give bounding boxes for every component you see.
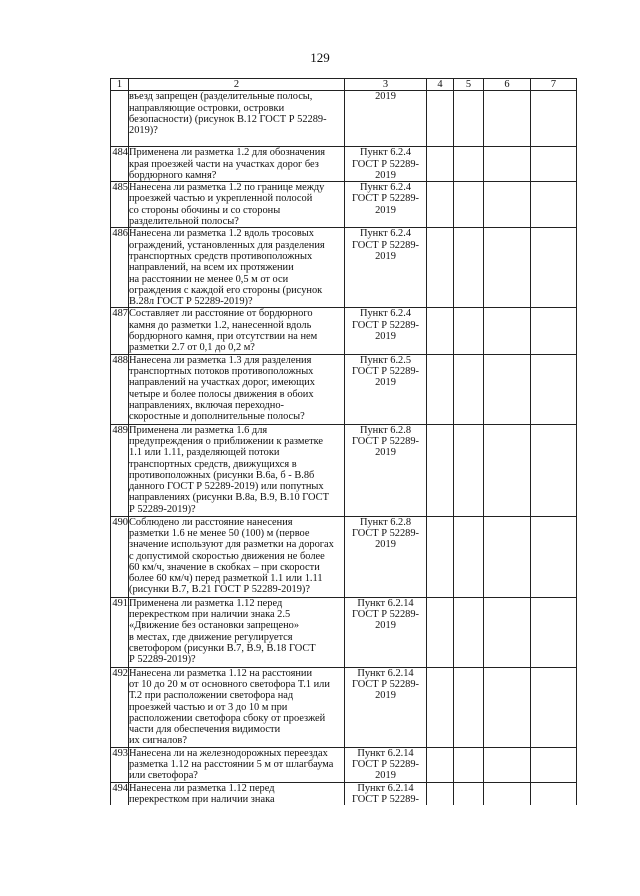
question-line: или светофора?: [129, 770, 198, 782]
row-number: 489: [111, 424, 129, 516]
empty-cell: [531, 597, 577, 667]
reference-cell: [345, 91, 427, 147]
question-cell: [129, 747, 345, 782]
question-line: Составляет ли расстояние от бордюрного: [129, 308, 313, 320]
question-line: направлениях, включая переходно-: [129, 399, 285, 411]
empty-cell: [484, 516, 531, 597]
question-line: от 10 до 20 м от основного светофора Т.1 или: [129, 678, 330, 690]
question-line: проезжей частью и укрепленной полосой: [129, 193, 313, 205]
row-number: 486: [111, 228, 129, 308]
question-line: транспортных средств противоположных: [129, 250, 313, 262]
table-row: [111, 308, 577, 354]
table-row: [111, 147, 577, 182]
empty-cell: [484, 424, 531, 516]
reference-line: ГОСТ Р 52289-: [351, 759, 420, 771]
empty-cell: [454, 424, 484, 516]
question-line: (рисунки В.7, В.21 ГОСТ Р 52289-2019)?: [129, 584, 311, 596]
empty-cell: [531, 308, 577, 354]
reference-line: 2019: [375, 169, 396, 181]
empty-cell: [484, 91, 531, 147]
empty-cell: [484, 308, 531, 354]
empty-cell: [484, 597, 531, 667]
question-line: Нанесена ли разметка 1.2 вдоль тросовых: [129, 228, 314, 240]
reference-line: 2019: [375, 91, 396, 103]
row-number: 491: [111, 597, 129, 667]
reference-line: Пункт 6.2.14: [357, 782, 414, 794]
reference-line: ГОСТ Р 52289-: [351, 193, 420, 205]
row-number: 485: [111, 182, 129, 228]
table-row: [111, 782, 577, 805]
column-header: 2: [129, 79, 345, 91]
question-line: более 60 км/ч) перед разметкой 1.1 или 1.11: [129, 573, 323, 585]
reference-line: ГОСТ Р 52289-: [351, 435, 420, 447]
row-number: 493: [111, 747, 129, 782]
empty-cell: [484, 747, 531, 782]
empty-cell: [454, 747, 484, 782]
question-line: разделительной полосы?: [129, 216, 239, 228]
question-line: на расстоянии не менее 0,5 м от оси: [129, 273, 289, 285]
reference-line: 2019: [375, 447, 396, 459]
question-line: транспортных средств, движущихся в: [129, 458, 297, 470]
question-line: перекрестком при наличии знака: [129, 794, 275, 806]
question-line: скоростные и дополнительные полосы?: [129, 411, 305, 423]
empty-cell: [454, 91, 484, 147]
question-line: бордюрного камня?: [129, 169, 217, 181]
reference-cell: [345, 228, 427, 308]
table-row: [111, 91, 577, 147]
table-row: [111, 597, 577, 667]
reference-line: Пункт 6.2.8: [359, 516, 412, 528]
question-line: расположении светофора сбоку от проезжей: [129, 712, 326, 724]
empty-cell: [531, 91, 577, 147]
row-number: 487: [111, 308, 129, 354]
reference-line: Пункт 6.2.4: [359, 228, 412, 240]
reference-line: ГОСТ Р 52289-: [351, 527, 420, 539]
reference-line: Пункт 6.2.14: [357, 597, 414, 609]
empty-cell: [484, 147, 531, 182]
empty-cell: [427, 91, 454, 147]
question-cell: [129, 667, 345, 747]
row-number: 494: [111, 782, 129, 805]
reference-line: 2019: [375, 539, 396, 551]
empty-cell: [454, 182, 484, 228]
question-line: Нанесена ли разметка 1.12 на расстоянии: [129, 667, 313, 679]
row-number: 492: [111, 667, 129, 747]
table-row: [111, 354, 577, 424]
question-line: Нанесена ли на железнодорожных переездах: [129, 747, 328, 759]
empty-cell: [484, 354, 531, 424]
column-header: 1: [111, 79, 129, 91]
question-line: части для обеспечения видимости: [129, 724, 281, 736]
reference-cell: [345, 308, 427, 354]
empty-cell: [454, 228, 484, 308]
reference-line: Пункт 6.2.4: [359, 308, 412, 320]
question-line: Нанесена ли разметка 1.2 по границе между: [129, 182, 325, 194]
question-cell: [129, 147, 345, 182]
reference-line: 2019: [375, 690, 396, 702]
empty-cell: [427, 308, 454, 354]
question-line: светофором (рисунки В.7, В.9, В.18 ГОСТ: [129, 642, 316, 654]
question-line: Р 52289-2019)?: [129, 503, 196, 515]
question-line: Р 52289-2019)?: [129, 654, 196, 666]
question-line: в местах, где движение регулируется: [129, 631, 293, 643]
question-line: Нанесена ли разметка 1.12 перед: [129, 782, 275, 794]
table-row: [111, 747, 577, 782]
reference-line: ГОСТ Р 52289-: [351, 794, 420, 806]
reference-cell: [345, 782, 427, 805]
question-line: въезд запрещен (разделительные полосы,: [129, 91, 313, 103]
table-header-row: [111, 79, 577, 91]
row-number: 484: [111, 147, 129, 182]
question-line: предупреждения о приближении к разметке: [129, 435, 324, 447]
question-line: Применена ли разметка 1.12 перед: [129, 597, 283, 609]
empty-cell: [454, 667, 484, 747]
reference-cell: [345, 747, 427, 782]
question-cell: [129, 91, 345, 147]
checklist-table: [110, 78, 577, 805]
question-line: 60 км/ч, значение в скобках – при скорости: [129, 561, 320, 573]
question-line: четыре и более полосы движения в обоих: [129, 388, 314, 400]
empty-cell: [454, 147, 484, 182]
empty-cell: [427, 667, 454, 747]
empty-cell: [454, 782, 484, 805]
empty-cell: [427, 182, 454, 228]
reference-line: ГОСТ Р 52289-: [351, 678, 420, 690]
column-header: 7: [531, 79, 577, 91]
question-line: проезжей частью и от 3 до 10 м при: [129, 701, 288, 713]
row-number: 488: [111, 354, 129, 424]
empty-cell: [531, 516, 577, 597]
question-cell: [129, 782, 345, 805]
empty-cell: [454, 354, 484, 424]
empty-cell: [484, 667, 531, 747]
question-line: транспортных потоков противоположных: [129, 365, 314, 377]
question-line: со стороны обочины и со стороны: [129, 204, 281, 216]
empty-cell: [484, 228, 531, 308]
question-line: 1.1 или 1.11, разделяющей потоки: [129, 447, 280, 459]
empty-cell: [531, 228, 577, 308]
empty-cell: [531, 667, 577, 747]
question-line: ограждений, установленных для разделения: [129, 239, 325, 251]
empty-cell: [531, 182, 577, 228]
reference-line: Пункт 6.2.14: [357, 747, 414, 759]
table-row: [111, 667, 577, 747]
question-cell: [129, 516, 345, 597]
reference-cell: [345, 597, 427, 667]
question-line: Применена ли разметка 1.2 для обозначения: [129, 147, 326, 159]
table-row: [111, 182, 577, 228]
question-cell: [129, 424, 345, 516]
empty-cell: [531, 747, 577, 782]
question-line: В.28л ГОСТ Р 52289-2019)?: [129, 296, 253, 308]
question-line: разметки 2.7 от 0,1 до 0,2 м?: [129, 342, 255, 354]
reference-line: Пункт 6.2.5: [359, 354, 412, 366]
reference-line: ГОСТ Р 52289-: [351, 158, 420, 170]
row-number: [111, 91, 129, 147]
question-line: безопасности) (рисунок В.12 ГОСТ Р 52289-: [129, 113, 327, 125]
question-line: направлений, на всем их протяжении: [129, 262, 294, 274]
row-number: 490: [111, 516, 129, 597]
empty-cell: [427, 782, 454, 805]
question-line: бордюрного камня, при отсутствии на нем: [129, 331, 318, 343]
reference-line: 2019: [375, 331, 396, 343]
question-cell: [129, 182, 345, 228]
empty-cell: [531, 424, 577, 516]
reference-line: Пункт 6.2.4: [359, 182, 412, 194]
reference-line: ГОСТ Р 52289-: [351, 365, 420, 377]
empty-cell: [531, 354, 577, 424]
reference-line: 2019: [375, 204, 396, 216]
question-line: разметки 1.6 не менее 50 (100) м (первое: [129, 527, 310, 539]
empty-cell: [454, 516, 484, 597]
empty-cell: [531, 147, 577, 182]
question-line: перекрестком при наличии знака 2.5: [129, 608, 291, 620]
reference-line: ГОСТ Р 52289-: [351, 319, 420, 331]
question-cell: [129, 228, 345, 308]
column-header: 3: [345, 79, 427, 91]
question-line: «Движение без остановки запрещено»: [129, 620, 300, 632]
question-cell: [129, 597, 345, 667]
reference-line: 2019: [375, 620, 396, 632]
table-row: [111, 516, 577, 597]
question-line: Применена ли разметка 1.6 для: [129, 424, 268, 436]
reference-line: 2019: [375, 770, 396, 782]
page-number: 129: [310, 50, 330, 65]
empty-cell: [427, 516, 454, 597]
question-cell: [129, 308, 345, 354]
reference-line: 2019: [375, 250, 396, 262]
question-line: Т.2 при расположении светофора над: [129, 690, 294, 702]
question-line: данного ГОСТ Р 52289-2019) или попутных: [129, 481, 324, 493]
question-line: направляющие островки, островки: [129, 102, 285, 114]
question-line: разметка 1.12 на расстоянии 5 м от шлагбаума: [129, 759, 334, 771]
column-header: 4: [427, 79, 454, 91]
question-line: направлений на участках дорог, имеющих: [129, 377, 315, 389]
empty-cell: [427, 747, 454, 782]
column-header: 5: [454, 79, 484, 91]
empty-cell: [484, 782, 531, 805]
empty-cell: [427, 597, 454, 667]
question-line: направлениях (рисунки В.8а, В.9, В.10 ГОСТ: [129, 492, 329, 504]
question-line: значение используют для разметки на дорогах: [129, 539, 334, 551]
empty-cell: [454, 308, 484, 354]
question-line: 2019)?: [129, 125, 158, 137]
question-line: Соблюдено ли расстояние нанесения: [129, 516, 293, 528]
reference-cell: [345, 354, 427, 424]
empty-cell: [531, 782, 577, 805]
reference-line: Пункт 6.2.8: [359, 424, 412, 436]
reference-line: Пункт 6.2.14: [357, 667, 414, 679]
table-row: [111, 228, 577, 308]
question-line: их сигналов?: [129, 735, 187, 747]
table-row: [111, 424, 577, 516]
reference-cell: [345, 147, 427, 182]
reference-cell: [345, 182, 427, 228]
reference-line: 2019: [375, 377, 396, 389]
reference-cell: [345, 667, 427, 747]
reference-cell: [345, 424, 427, 516]
empty-cell: [427, 147, 454, 182]
question-line: Нанесена ли разметка 1.3 для разделения: [129, 354, 312, 366]
reference-line: ГОСТ Р 52289-: [351, 239, 420, 251]
question-line: камня до разметки 1.2, нанесенной вдоль: [129, 319, 312, 331]
empty-cell: [454, 597, 484, 667]
empty-cell: [427, 354, 454, 424]
empty-cell: [484, 182, 531, 228]
reference-line: Пункт 6.2.4: [359, 147, 412, 159]
empty-cell: [427, 424, 454, 516]
reference-line: ГОСТ Р 52289-: [351, 608, 420, 620]
reference-cell: [345, 516, 427, 597]
question-line: противоположных (рисунки В.6а, б - В.8б: [129, 469, 315, 481]
question-line: края проезжей части на участках дорог без: [129, 158, 319, 170]
question-cell: [129, 354, 345, 424]
question-line: с допустимой скоростью движения не более: [129, 550, 325, 562]
column-header: 6: [484, 79, 531, 91]
empty-cell: [427, 228, 454, 308]
question-line: ограждения с каждой его стороны (рисунок: [129, 284, 323, 296]
